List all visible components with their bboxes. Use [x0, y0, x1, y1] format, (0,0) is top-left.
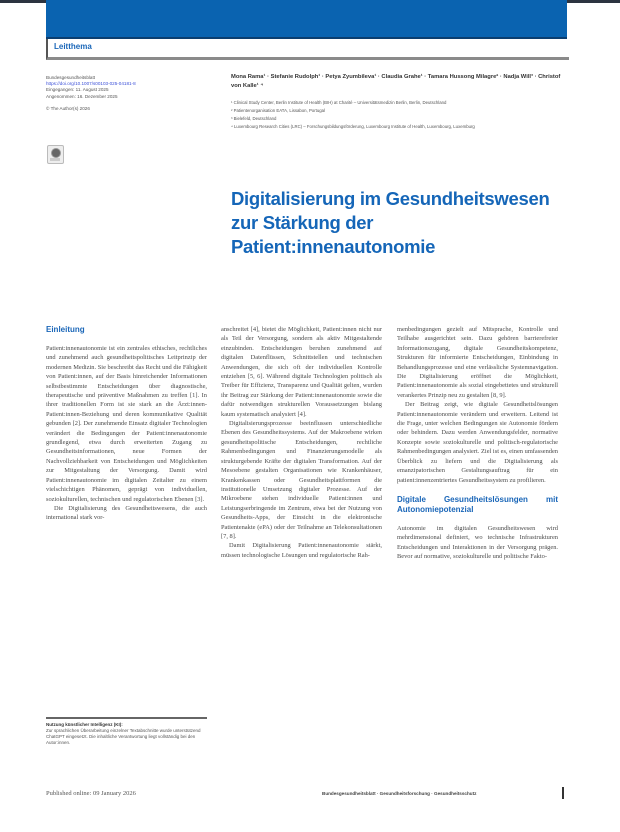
affiliation: ¹ Clinical Study Center, Berlin Institute of Health (BIH) at Charité – Universitätsmedizin Berlin, Berlin, Deutschland — [231, 100, 447, 105]
paragraph: Der Beitrag zeigt, wie digitale Gesundheitslösungen Patient:innenautonomie verändern und erweitern. Leitend ist die Frage, unter welchen Bedingungen sie Autonomie fördern oder behindern. Dazu werden Anwendungsfelder, normative Konzepte sowie soziokulturelle und politisch-regulatorische Rahmenbedingungen analysiert. Ziel ist es, einen umfassenden Überblick zu liefern und die Digitalisierung als emanzipatorischen Gestaltungsauftrag für ein patient:innenzentriertes Gesundheitssystem zu profilieren. — [397, 401, 558, 484]
paragraph: Patient:innenautonomie ist ein zentrales ethisches, rechtliches und zunehmend auch gesundheitspolitisches Leitprinzip der modernen Medizin. Sie beschreibt das Recht und die Fähigkeit von Patient:innen, auf der Basis hinreichender Informationen selbstbestimmte Entscheidungen über diagnostische, therapeutische und präventive Maßnahmen zu treffen [1]. In ihrer traditionellen Form ist sie stark an die Ärzt:innen-Patient:innen-Beziehung und deren kommunikative Qualität gebunden [2]. Der zunehmende Einsatz digitaler Technologien verändert die Bedingungen der Patient:innenautonomie grundlegend, etwa durch erweiterten Zugang zu Gesundheitsinformationen, neue Formen der Nachvollziehbarkeit von Entscheidungen und Möglichkeiten zur Mitgestaltung der Versorgung. Damit wird Patient:innenautonomie im digitalen Zeitalter zu einem vielschichtigen Phänomen, geprägt von individuellen, soziokulturellen, technischen und regulatorischen Ebenen [3]. — [46, 345, 207, 503]
section-heading-einleitung: Einleitung — [46, 325, 85, 334]
accepted-date: Angenommen: 16. Dezember 2025 — [46, 93, 118, 99]
paragraph: anschreitet [4], bietet die Möglichkeit, Patient:innen nicht nur als Teil der Versorgung, sondern als aktiv Mitgestaltende einzubinden. Entscheidungen beruhen zunehmend auf digitalen Datenflüssen, Schnittstellen und technischen Anwendungen, die sich oft der individuellen Kontrolle entziehen [5, 6]. Während digitale Technologien politisch als Treiber für Effizienz, Transparenz und Qualität gelten, wurden ihr Beitrag zur Stärkung der Patient:innenautonomie sowie die dafür notwendigen strukturellen Voraussetzungen bislang kaum systematisch analysiert [4]. — [221, 326, 382, 418]
published-date: Published online: 09 January 2026 — [46, 790, 136, 797]
affiliations — [231, 100, 561, 132]
footnote-text: Zur sprachlichen Überarbeitung einzelner Textabschnitte wurde unterstützend ChatGPT eingesetzt. Die inhaltliche Verantwortung liegt vollständig bei den Autor:innen. — [46, 728, 201, 745]
paragraph: Damit Digitalisierung Patient:innenautonomie stärkt, müssen technologische Lösungen und regulatorische Rah- — [221, 542, 382, 559]
page-marker — [562, 787, 564, 799]
section-heading-digitale-loesungen: Digitale Gesundheitslösungen mit Autonomiepotenzial — [397, 494, 558, 514]
column-3 — [397, 325, 558, 562]
section-label-bar — [46, 39, 569, 60]
column-2 — [221, 325, 382, 560]
running-footer: Bundesgesundheitsblatt · Gesundheitsforschung · Gesundheitsschutz — [322, 791, 477, 796]
ai-usage-footnote — [46, 717, 207, 746]
author-list: Mona Rama¹ · Stefanie Rudolph¹ · Petya Zyumbileva¹ · Claudia Grahe¹ · Tamara Hussong Milagre² · Nadja Will³ · Christof von Kalle¹ ⁴ — [231, 74, 561, 89]
journal-name: Bundesgesundheitsblatt — [46, 75, 96, 80]
affiliation: ³ Bielefeld, Deutschland — [231, 116, 277, 122]
column-1 — [46, 325, 207, 523]
paragraph: menbedingungen gezielt auf Mitsprache, Kontrolle und Teilhabe ausgerichtet sein. Dazu gehören barrierefreier Informationszugang, digitale Gesundheitskompetenz, Strukturen für informierte Entscheidungen, Einbindung in Behandlungsprozesse und eine verlässliche Systemnavigation. Die Digitalisierung eröffnet die Möglichkeit, Patient:innenautonomie als sozial eingebettetes und strukturell verankertes Prinzip neu zu gestalten [8, 9]. — [397, 326, 558, 399]
article-title: Digitalisierung im Gesundheitswesen zur Stärkung der Patient:innenautonomie — [231, 188, 550, 257]
footnote-title: Nutzung künstlicher Intelligenz (KI): — [46, 722, 123, 727]
article-meta — [46, 75, 216, 112]
open-access-icon[interactable] — [47, 145, 64, 164]
section-label: Leitthema — [54, 42, 92, 51]
journal-header-bar — [46, 0, 567, 39]
copyright: © The Author(s) 2026 — [46, 105, 90, 111]
paragraph: Digitalisierungsprozesse beeinflussen unterschiedliche Ebenen des Gesundheitssystems. Auf der Makroebene wirken gesundheitspolitische Entscheidungen, rechtliche Rahmenbedingungen und Finanzierungsmodelle als strukturgebende Kräfte der digitalen Transformation. Auf der Mesoebene gestalten Organisationen wie Krankenhäuser, Krankenkassen oder Gesundheitsplattformen die institutionelle Umsetzung digitaler Prozesse. Auf der Mikroebene stehen individuelle Patient:innen und Leistungserbringende im Zentrum, etwa bei der Nutzung von Gesundheits-Apps, der Einsicht in die elektronische Patientenakte (ePA) oder der Teilnahme an Telekonsultationen [7, 8]. — [221, 420, 382, 540]
affiliation: ⁴ Luxembourg Research Cities (LRC) – Forschungsbildungsförderung, Luxembourg Institute of Health, Luxembourg, Luxemburg — [231, 124, 475, 130]
affiliation: ² Patientenorganisation EATA, Lissabon, Portugal — [231, 108, 325, 114]
received-date: Eingegangen: 11. August 2025 — [46, 87, 109, 93]
doi-link[interactable]: https://doi.org/10.1007/s00103-025-04181-8 — [46, 81, 136, 87]
paragraph: Die Digitalisierung des Gesundheitswesens, die auch international stark vor- — [46, 504, 207, 522]
paragraph: Autonomie im digitalen Gesundheitswesen wird mehrdimensional definiert, wo technische Infrastrukturen Entscheidungen und Interaktionen in der Versorgung prägen. Bevor auf normative, soziokulturelle und politische Fakto- — [397, 524, 558, 561]
